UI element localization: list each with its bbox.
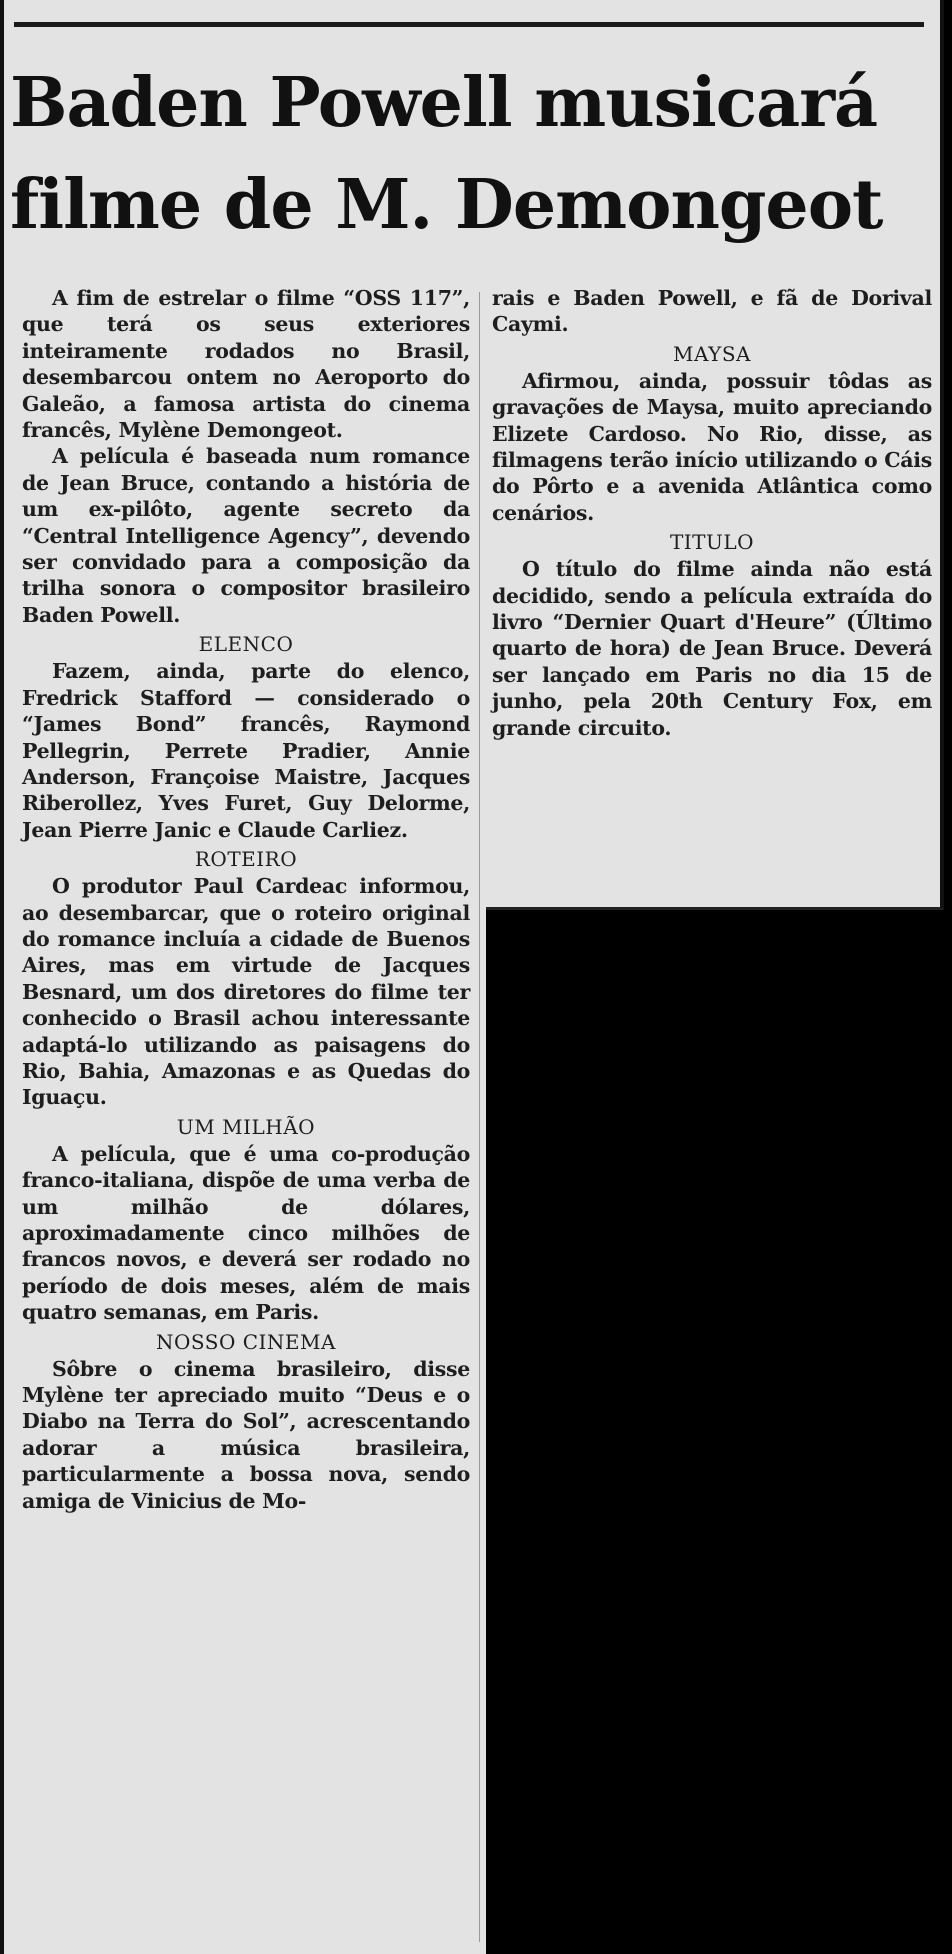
headline-line-1: Baden Powell musicará xyxy=(10,63,878,143)
subheading-nosso-cinema: NOSSO CINEMA xyxy=(156,1329,336,1354)
subheading-titulo: TITULO xyxy=(669,530,755,555)
left-column xyxy=(22,285,470,1514)
top-rule xyxy=(14,22,924,27)
paragraph: A fim de estrelar o filme “OSS 117”, que terá os seus exteriores inteiramente rodados no Brasil, desembarcou ontem no Aeroporto do Galeão, a famosa artista do cinema francês, Mylène Demongeot. xyxy=(22,286,470,443)
paragraph: Sôbre o cinema brasileiro, disse Mylène ter apreciado muito “Deus e o Diabo na Terra do Sol”, acrescentando adorar a música brasileira, particularmente a bossa nova, sendo amiga de Vinicius de Mo- xyxy=(22,1356,470,1513)
paragraph-continued: rais e Baden Powell, e fã de Dorival Caymi. xyxy=(492,286,932,337)
paragraph: Afirmou, ainda, possuir tôdas as gravações de Maysa, muito apreciando Elizete Cardoso. No Rio, disse, as filmagens terão início utilizando o Cáis do Pôrto e a avenida Atlântica como cenários. xyxy=(492,368,932,525)
paragraph: O título do filme ainda não está decidido, sendo a película extraída do livro “Dernier Quart d'Heure” (Último quarto de hora) de Jean Bruce. Deverá ser lançado em Paris no dia 15 de junho, pela 20th Century Fox, em grande circuito. xyxy=(492,557,932,740)
right-column xyxy=(492,285,932,741)
headline-line-2: filme de M. Demongeot xyxy=(10,165,883,245)
subheading-maysa: MAYSA xyxy=(673,341,751,366)
paragraph: O produtor Paul Cardeac informou, ao desembarcar, que o roteiro original do romance incluía a cidade de Buenos Aires, mas em virtude de Jacques Besnard, um dos diretores do filme ter conhecido o Brasil achou interessante adaptá-lo utilizando as paisagens do Rio, Bahia, Amazonas e as Quedas do Iguaçu. xyxy=(22,874,470,1110)
paragraph: Fazem, ainda, parte do elenco, Fredrick Stafford — considerado o “James Bond” francês, Raymond Pellegrin, Perrete Pradier, Annie Anderson, Françoise Maistre, Jacques Riberollez, Yves Furet, Guy Delorme, Jean Pierre Janic e Claude Carliez. xyxy=(22,659,470,842)
paragraph: A película é baseada num romance de Jean Bruce, contando a história de um ex-pilôto, agente secreto da “Central Intelligence Agency”, devendo ser convidado para a composição da trilha sonora o compositor brasileiro Baden Powell. xyxy=(22,444,470,627)
column-divider xyxy=(479,292,480,1942)
subheading-roteiro: ROTEIRO xyxy=(194,847,298,872)
headline xyxy=(10,52,930,256)
subheading-um-milhao: UM MILHÃO xyxy=(176,1114,316,1139)
subheading-elenco: ELENCO xyxy=(198,632,294,657)
paragraph: A película, que é uma co-produção franco-italiana, dispõe de uma verba de um milhão de dólares, aproximadamente cinco milhões de francos novos, e deverá ser rodado no período de dois meses, além de mais quatro semanas, em Paris. xyxy=(22,1141,470,1325)
